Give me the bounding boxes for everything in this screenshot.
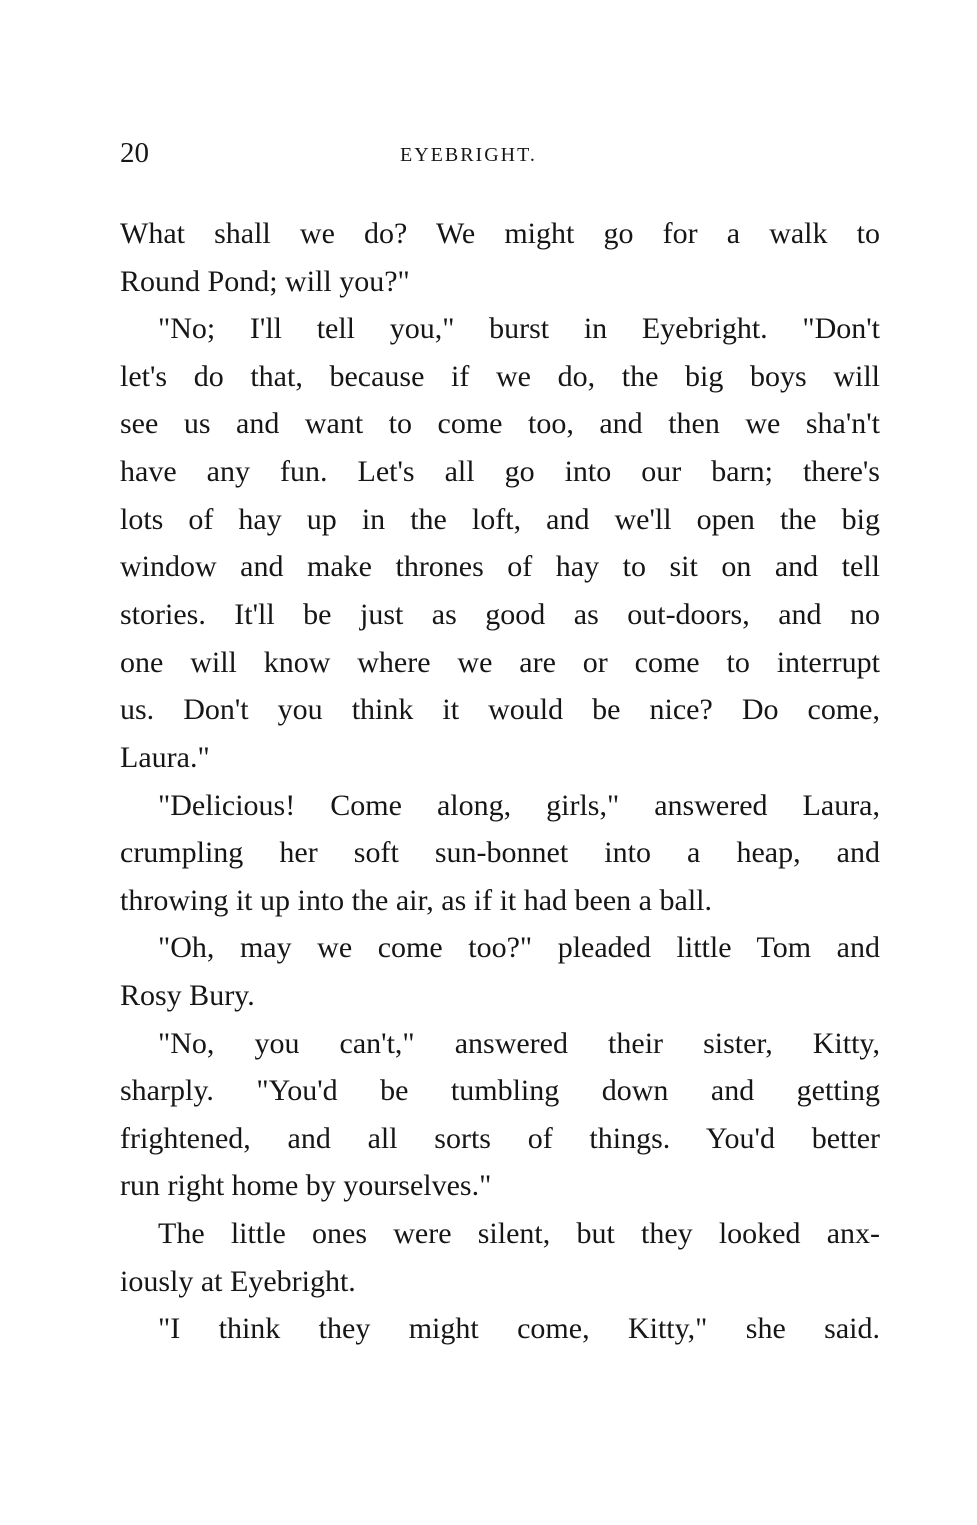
text-line: "No; I'll tell you," burst in Eyebright. "Don't (158, 312, 880, 345)
text-line: run right home by yourselves." (120, 1169, 492, 1202)
text-line: Laura." (120, 741, 210, 774)
text-line: one will know where we are or come to interrupt (120, 646, 880, 679)
text-line: iously at Eyebright. (120, 1265, 356, 1298)
text-line: "No, you can't," answered their sister, Kitty, (158, 1027, 880, 1060)
text-line: "Oh, may we come too?" pleaded little Tom and (158, 931, 880, 964)
text-line: stories. It'll be just as good as out-doors, and no (120, 598, 880, 631)
text-line: see us and want to come too, and then we sha'n't (120, 407, 880, 440)
text-line: us. Don't you think it would be nice? Do come, (120, 693, 880, 726)
text-line: What shall we do? We might go for a walk to (120, 217, 880, 250)
text-line: window and make thrones of hay to sit on and tell (120, 550, 880, 583)
text-line: Round Pond; will you?" (120, 265, 410, 298)
text-line: let's do that, because if we do, the big boys will (120, 360, 880, 393)
page-number: 20 (120, 137, 149, 169)
text-line: The little ones were silent, but they looked anx- (158, 1217, 880, 1250)
text-line: frightened, and all sorts of things. You'd better (120, 1122, 880, 1155)
text-line: "Delicious! Come along, girls," answered Laura, (158, 789, 880, 822)
text-line: sharply. "You'd be tumbling down and getting (120, 1074, 880, 1107)
text-line: Rosy Bury. (120, 979, 255, 1012)
text-line: lots of hay up in the loft, and we'll open the big (120, 503, 880, 536)
running-title: EYEBRIGHT. (400, 144, 537, 166)
text-line: "I think they might come, Kitty," she said. (158, 1312, 880, 1345)
text-line: have any fun. Let's all go into our barn; there's (120, 455, 880, 488)
text-line: crumpling her soft sun-bonnet into a heap, and (120, 836, 880, 869)
text-line: throwing it up into the air, as if it had been a ball. (120, 884, 712, 917)
